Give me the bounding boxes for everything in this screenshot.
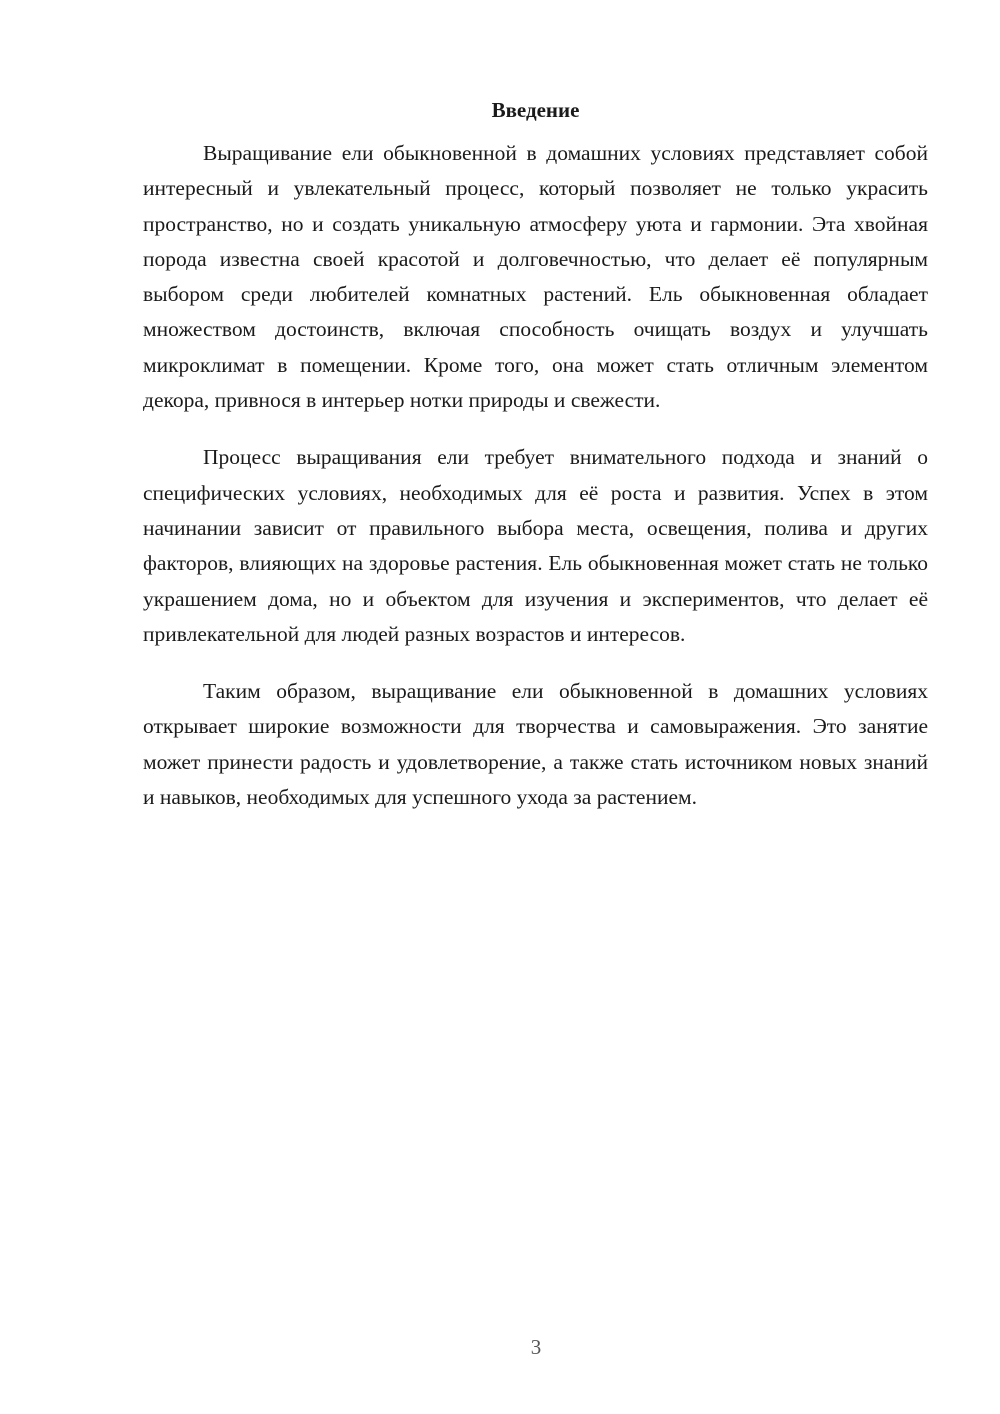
section-title: Введение xyxy=(491,98,580,122)
page-number: 3 xyxy=(530,1335,542,1359)
paragraph-2: Процесс выращивания ели требует внимательного подхода и знаний о специфических условиях, необходимых для её роста и развития. Успех в этом начинании зависит от правильного выбора места, освещения, полива и других факторов, влияющих на здоровье растения. Ель обыкновенная может стать не только украшением дома, но и объектом для изучения и экспериментов, что делает её привлекательной для людей разных возрастов и интересов. xyxy=(143,445,928,646)
page-content xyxy=(143,96,928,837)
paragraph-1: Выращивание ели обыкновенной в домашних условиях представляет собой интересный и увлекательный процесс, который позволяет не только украсить пространство, но и создать уникальную атмосферу уюта и гармонии. Эта хвойная порода известна своей красотой и долговечностью, что делает её популярным выбором среди любителей комнатных растений. Ель обыкновенная обладает множеством достоинств, включая способность очищать воздух и улучшать микроклимат в помещении. Кроме того, она может стать отличным элементом декора, привнося в интерьер нотки природы и свежести. xyxy=(143,141,928,413)
paragraph-3: Таким образом, выращивание ели обыкновенной в домашних условиях открывает широкие возможности для творчества и самовыражения. Это занятие может принести радость и удовлетворение, а также стать источником новых знаний и навыков, необходимых для успешного ухода за растением. xyxy=(143,679,928,810)
